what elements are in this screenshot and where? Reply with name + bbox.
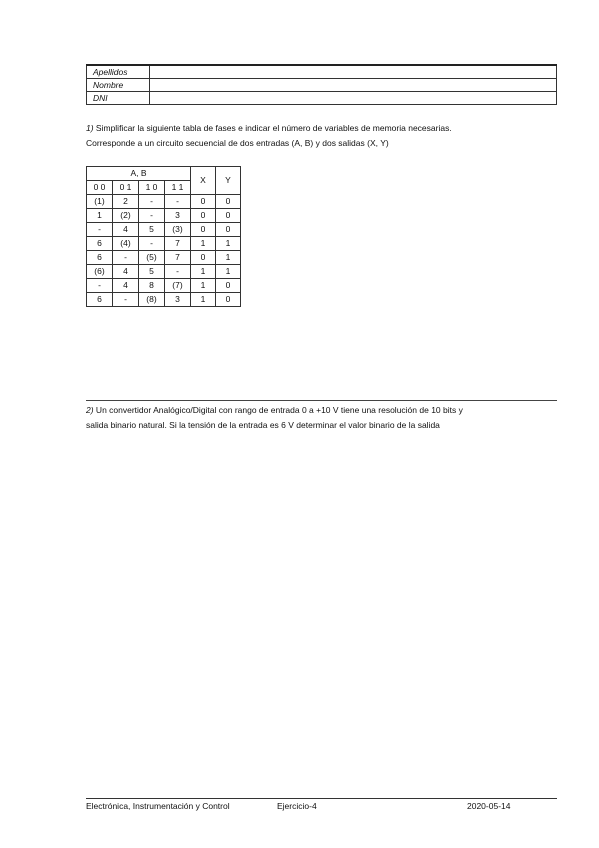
phase-table-header [87, 167, 241, 181]
state-cell: - [113, 293, 139, 307]
output-cell: 0 [216, 279, 241, 293]
state-cell: (8) [139, 293, 165, 307]
state-cell: - [113, 251, 139, 265]
footer-date: 2020-05-14 [467, 801, 511, 811]
question-2-line-2: salida binario natural. Si la tensión de la entrada es 6 V determinar el valor binario de la salida [86, 420, 440, 430]
state-cell: 6 [87, 237, 113, 251]
field-label: Apellidos [87, 65, 150, 79]
question-2 [86, 403, 561, 433]
phase-table-row [87, 293, 241, 307]
state-cell: - [165, 195, 191, 209]
question-1-line-1 [86, 121, 561, 136]
state-cell: (4) [113, 237, 139, 251]
column-header: 0 1 [113, 181, 139, 195]
footer-divider [86, 798, 557, 799]
field-value[interactable] [150, 79, 557, 92]
phase-table-row [87, 195, 241, 209]
question-2-line-1 [86, 403, 561, 418]
state-cell: 3 [165, 293, 191, 307]
question-text: Simplificar la siguiente tabla de fases e indicar el número de variables de memoria necesarias. [93, 123, 452, 133]
state-cell: 3 [165, 209, 191, 223]
state-cell: 6 [87, 293, 113, 307]
output-cell: 0 [191, 195, 216, 209]
column-header: 0 0 [87, 181, 113, 195]
footer-exercise: Ejercicio-4 [277, 801, 317, 811]
output-cell: 1 [191, 293, 216, 307]
phase-table-row [87, 237, 241, 251]
output-cell: 1 [191, 237, 216, 251]
student-field-row [87, 79, 557, 92]
output-cell: 0 [216, 195, 241, 209]
state-cell: 4 [113, 265, 139, 279]
question-number: 1) [86, 123, 94, 133]
output-cell: 0 [191, 223, 216, 237]
state-cell: - [87, 223, 113, 237]
output-cell: 0 [216, 209, 241, 223]
phase-table-body [87, 195, 241, 307]
phase-table-row [87, 209, 241, 223]
state-cell: 7 [165, 237, 191, 251]
output-cell: 0 [216, 293, 241, 307]
inputs-header: A, B [87, 167, 191, 181]
output-cell: 1 [191, 279, 216, 293]
state-cell: 7 [165, 251, 191, 265]
output-x-header: X [191, 167, 216, 195]
state-cell: (3) [165, 223, 191, 237]
state-cell: (5) [139, 251, 165, 265]
field-label: DNI [87, 92, 150, 105]
state-cell: - [139, 237, 165, 251]
output-cell: 1 [216, 265, 241, 279]
state-cell: - [165, 265, 191, 279]
state-cell: 4 [113, 279, 139, 293]
state-cell: 4 [113, 223, 139, 237]
state-cell: 6 [87, 251, 113, 265]
state-cell: (1) [87, 195, 113, 209]
output-cell: 0 [216, 223, 241, 237]
phase-table-row [87, 279, 241, 293]
state-cell: - [139, 209, 165, 223]
state-cell: (6) [87, 265, 113, 279]
state-cell: 1 [87, 209, 113, 223]
section-divider [86, 400, 557, 401]
state-cell: (2) [113, 209, 139, 223]
question-text: Un convertidor Analógico/Digital con rango de entrada 0 a +10 V tiene una resolución de 10 bits y [93, 405, 463, 415]
output-cell: 0 [191, 209, 216, 223]
column-header: 1 0 [139, 181, 165, 195]
output-cell: 0 [191, 251, 216, 265]
footer-course: Electrónica, Instrumentación y Control [86, 801, 230, 811]
state-cell: (7) [165, 279, 191, 293]
question-1 [86, 121, 561, 151]
output-cell: 1 [191, 265, 216, 279]
output-cell: 1 [216, 237, 241, 251]
state-cell: 8 [139, 279, 165, 293]
state-cell: 2 [113, 195, 139, 209]
question-number: 2) [86, 405, 94, 415]
field-value[interactable] [150, 92, 557, 105]
phase-table-row [87, 251, 241, 265]
phase-table-row [87, 265, 241, 279]
field-label: Nombre [87, 79, 150, 92]
field-value[interactable] [150, 65, 557, 79]
state-cell: 5 [139, 223, 165, 237]
student-field-row [87, 65, 557, 79]
phase-table [86, 166, 241, 307]
student-field-row [87, 92, 557, 105]
student-info-table [86, 64, 557, 105]
output-y-header: Y [216, 167, 241, 195]
output-cell: 1 [216, 251, 241, 265]
state-cell: - [87, 279, 113, 293]
state-cell: 5 [139, 265, 165, 279]
phase-table-row [87, 223, 241, 237]
question-1-line-2: Corresponde a un circuito secuencial de dos entradas (A, B) y dos salidas (X, Y) [86, 138, 389, 148]
state-cell: - [139, 195, 165, 209]
column-header: 1 1 [165, 181, 191, 195]
